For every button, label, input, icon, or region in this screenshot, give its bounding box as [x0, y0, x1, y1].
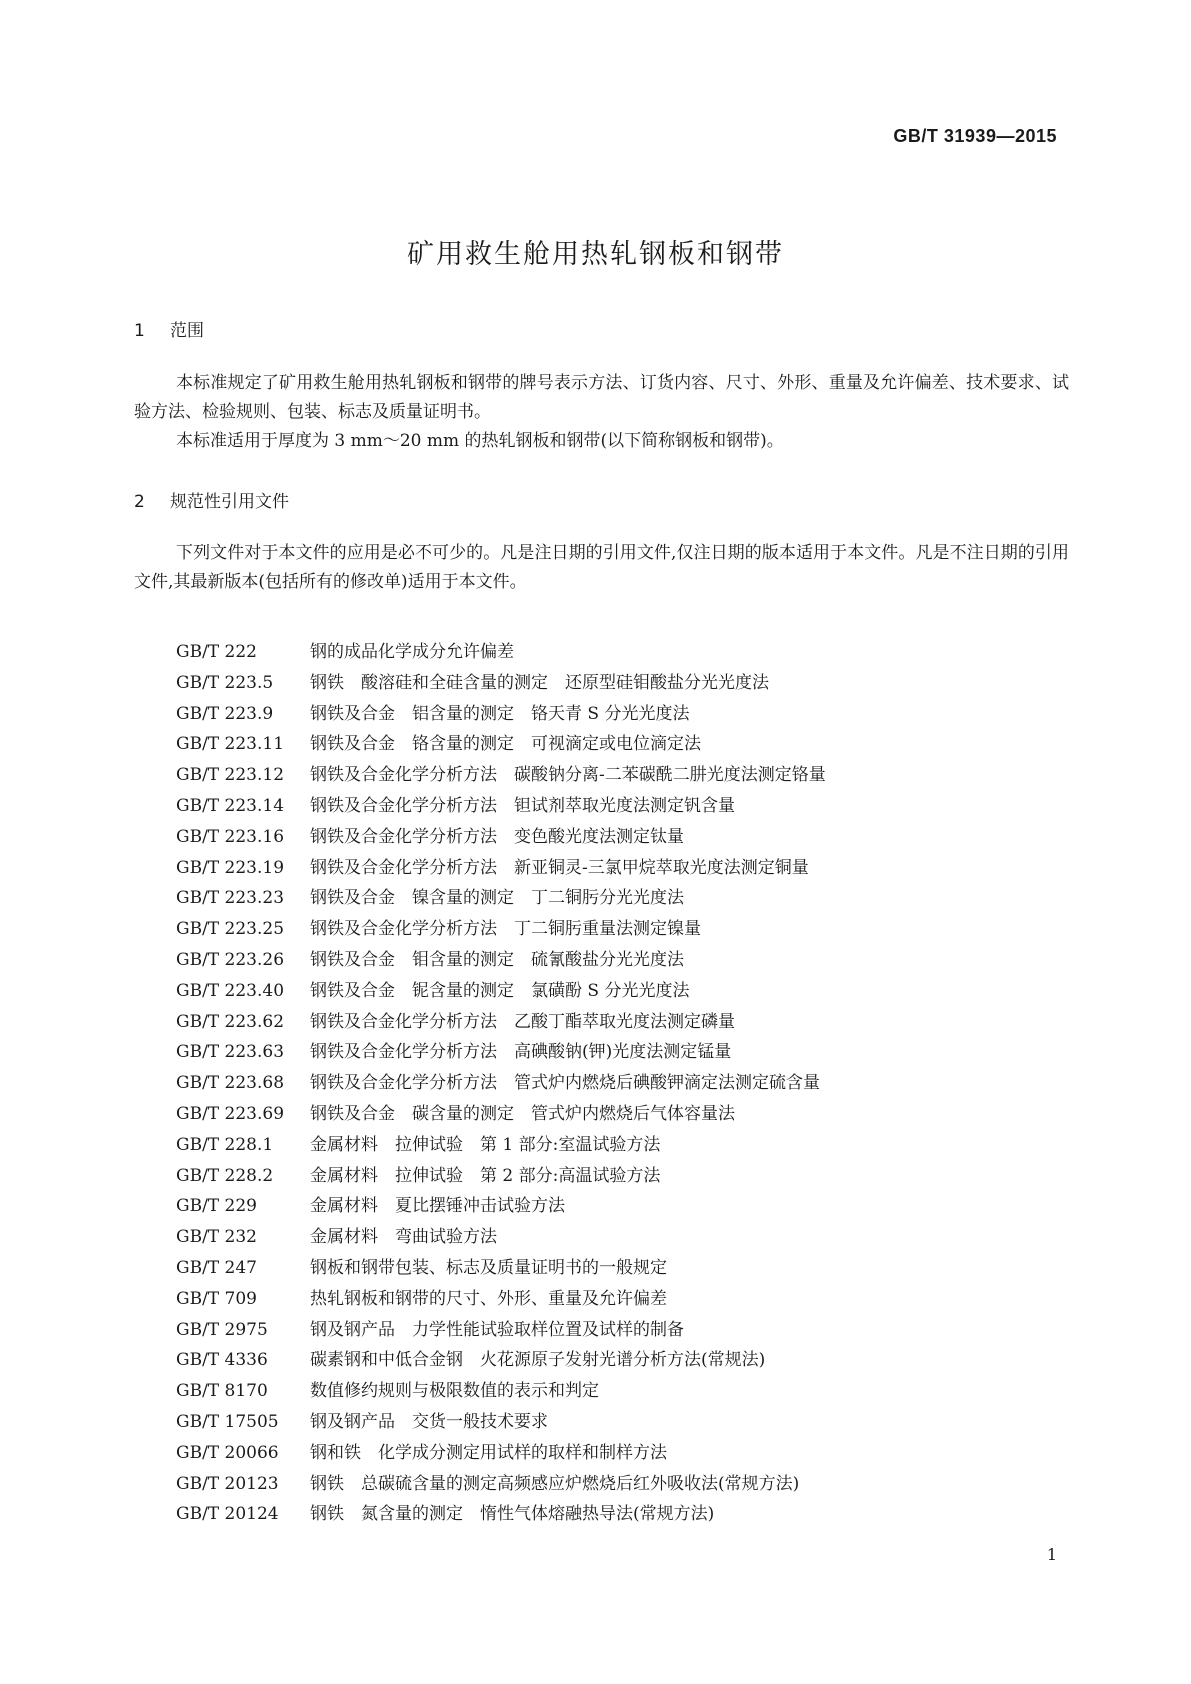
- reference-code: GB/T 17505: [176, 1411, 279, 1432]
- reference-item: [176, 1130, 826, 1161]
- reference-title: 金属材料 弯曲试验方法: [310, 1227, 497, 1248]
- reference-title: 钢铁及合金化学分析方法 乙酸丁酯萃取光度法测定磷量: [310, 1011, 735, 1032]
- reference-code: GB/T 223.26: [176, 949, 285, 970]
- reference-title: 钢铁及合金化学分析方法 丁二铜肟重量法测定镍量: [310, 919, 701, 940]
- reference-item: [176, 853, 826, 884]
- section-number: 2: [134, 492, 145, 512]
- reference-item: [176, 1469, 826, 1500]
- reference-title: 钢铁及合金化学分析方法 管式炉内燃烧后碘酸钾滴定法测定硫含量: [310, 1073, 820, 1094]
- reference-item: [176, 945, 826, 976]
- reference-item: [176, 699, 826, 730]
- reference-title: 钢铁及合金 钼含量的测定 硫氰酸盐分光光度法: [310, 949, 684, 970]
- reference-title: 钢铁 氮含量的测定 惰性气体熔融热导法(常规方法): [310, 1504, 715, 1525]
- section-1-heading: [134, 316, 204, 341]
- section-2-heading: [134, 487, 289, 512]
- reference-code: GB/T 229: [176, 1196, 257, 1217]
- reference-code: GB/T 8170: [176, 1381, 268, 1402]
- reference-item: [176, 791, 826, 822]
- reference-title: 钢铁及合金 铝含量的测定 铬天青 S 分光光度法: [310, 703, 690, 724]
- reference-code: GB/T 20123: [176, 1473, 279, 1494]
- reference-code: GB/T 20124: [176, 1504, 279, 1525]
- reference-item: [176, 1007, 826, 1038]
- reference-code: GB/T 223.12: [176, 765, 285, 786]
- reference-code: GB/T 223.63: [176, 1042, 285, 1063]
- reference-item: [176, 1407, 826, 1438]
- reference-code: GB/T 223.5: [176, 672, 274, 693]
- reference-item: [176, 883, 826, 914]
- reference-code: GB/T 223.25: [176, 919, 285, 940]
- section-number: 1: [134, 321, 145, 341]
- reference-title: 钢铁及合金 铌含量的测定 氯磺酚 S 分光光度法: [310, 980, 690, 1001]
- reference-title: 热轧钢板和钢带的尺寸、外形、重量及允许偏差: [310, 1288, 667, 1309]
- reference-item: [176, 1222, 826, 1253]
- reference-code: GB/T 709: [176, 1288, 257, 1309]
- reference-title: 钢铁及合金化学分析方法 钽试剂萃取光度法测定钒含量: [310, 795, 735, 816]
- reference-title: 钢铁及合金化学分析方法 变色酸光度法测定钛量: [310, 826, 684, 847]
- reference-title: 钢铁及合金化学分析方法 新亚铜灵-三氯甲烷萃取光度法测定铜量: [310, 857, 809, 878]
- reference-item: [176, 1191, 826, 1222]
- reference-item: [176, 1376, 826, 1407]
- page-number: 1: [1046, 1545, 1057, 1564]
- reference-title: 钢铁 酸溶硅和全硅含量的测定 还原型硅钼酸盐分光光度法: [310, 672, 769, 693]
- reference-code: GB/T 2975: [176, 1319, 268, 1340]
- reference-code: GB/T 222: [176, 642, 257, 662]
- reference-code: GB/T 232: [176, 1227, 257, 1248]
- reference-item: [176, 1037, 826, 1068]
- reference-title: 数值修约规则与极限数值的表示和判定: [310, 1381, 599, 1402]
- reference-title: 金属材料 夏比摆锤冲击试验方法: [310, 1196, 565, 1217]
- reference-item: [176, 822, 826, 853]
- reference-code: GB/T 228.2: [176, 1165, 274, 1186]
- reference-title: 钢铁及合金 碳含量的测定 管式炉内燃烧后气体容量法: [310, 1103, 735, 1124]
- reference-item: [176, 976, 826, 1007]
- reference-title: 钢及钢产品 力学性能试验取样位置及试样的制备: [310, 1319, 684, 1340]
- reference-code: GB/T 228.1: [176, 1134, 274, 1155]
- reference-item: [176, 1284, 826, 1315]
- reference-item: [176, 668, 826, 699]
- reference-item: [176, 1253, 826, 1284]
- reference-code: GB/T 223.68: [176, 1073, 285, 1094]
- reference-code: GB/T 223.9: [176, 703, 274, 724]
- section-title: 规范性引用文件: [170, 492, 289, 512]
- reference-item: [176, 914, 826, 945]
- reference-code: GB/T 223.14: [176, 795, 285, 816]
- reference-code: GB/T 223.11: [176, 734, 285, 755]
- reference-title: 钢板和钢带包装、标志及质量证明书的一般规定: [310, 1257, 667, 1278]
- reference-item: [176, 760, 826, 791]
- reference-item: [176, 1068, 826, 1099]
- reference-code: GB/T 247: [176, 1257, 257, 1278]
- reference-title: 碳素钢和中低合金钢 火花源原子发射光谱分析方法(常规法): [310, 1350, 766, 1371]
- reference-item: [176, 1315, 826, 1346]
- reference-code: GB/T 4336: [176, 1350, 268, 1371]
- reference-item: [176, 1438, 826, 1469]
- reference-title: 钢铁及合金 铬含量的测定 可视滴定或电位滴定法: [310, 734, 701, 755]
- reference-code: GB/T 20066: [176, 1442, 279, 1463]
- reference-title: 金属材料 拉伸试验 第 2 部分:高温试验方法: [310, 1165, 661, 1186]
- reference-title: 钢铁及合金化学分析方法 高碘酸钠(钾)光度法测定锰量: [310, 1042, 732, 1063]
- reference-title: 钢和铁 化学成分测定用试样的取样和制样方法: [310, 1442, 667, 1463]
- reference-code: GB/T 223.19: [176, 857, 285, 878]
- document-title: 矿用救生舱用热轧钢板和钢带: [407, 239, 784, 270]
- section-title: 范围: [170, 321, 204, 341]
- reference-code: GB/T 223.16: [176, 826, 285, 847]
- reference-title: 钢铁及合金化学分析方法 碳酸钠分离-二苯碳酰二肼光度法测定铬量: [310, 765, 826, 786]
- normative-references-list: [176, 637, 826, 1530]
- reference-item: [176, 1099, 826, 1130]
- reference-item: [176, 1499, 826, 1530]
- reference-item: [176, 1345, 826, 1376]
- section-2-paragraph-1: 下列文件对于本文件的应用是必不可少的。凡是注日期的引用文件,仅注日期的版本适用于本文件。凡是不注日期的引用文件,其最新版本(包括所有的修改单)适用于本文件。: [134, 543, 1069, 592]
- reference-code: GB/T 223.69: [176, 1103, 285, 1124]
- reference-title: 钢铁 总碳硫含量的测定高频感应炉燃烧后红外吸收法(常规方法): [310, 1473, 800, 1494]
- reference-item: [176, 1161, 826, 1192]
- standard-number: GB/T 31939—2015: [893, 126, 1057, 146]
- section-1-paragraph-2: 本标准适用于厚度为 3 mm～20 mm 的热轧钢板和钢带(以下简称钢板和钢带)。: [176, 431, 784, 451]
- reference-title: 钢的成品化学成分允许偏差: [310, 642, 514, 662]
- reference-code: GB/T 223.40: [176, 980, 285, 1001]
- section-1-paragraph-1: 本标准规定了矿用救生舱用热轧钢板和钢带的牌号表示方法、订货内容、尺寸、外形、重量及允许偏差、技术要求、试验方法、检验规则、包装、标志及质量证明书。: [134, 373, 1069, 422]
- reference-code: GB/T 223.62: [176, 1011, 285, 1032]
- reference-title: 钢铁及合金 镍含量的测定 丁二铜肟分光光度法: [310, 888, 684, 909]
- reference-item: [176, 729, 826, 760]
- reference-item: [176, 637, 826, 668]
- reference-code: GB/T 223.23: [176, 888, 285, 909]
- reference-title: 金属材料 拉伸试验 第 1 部分:室温试验方法: [310, 1134, 661, 1155]
- reference-title: 钢及钢产品 交货一般技术要求: [310, 1411, 548, 1432]
